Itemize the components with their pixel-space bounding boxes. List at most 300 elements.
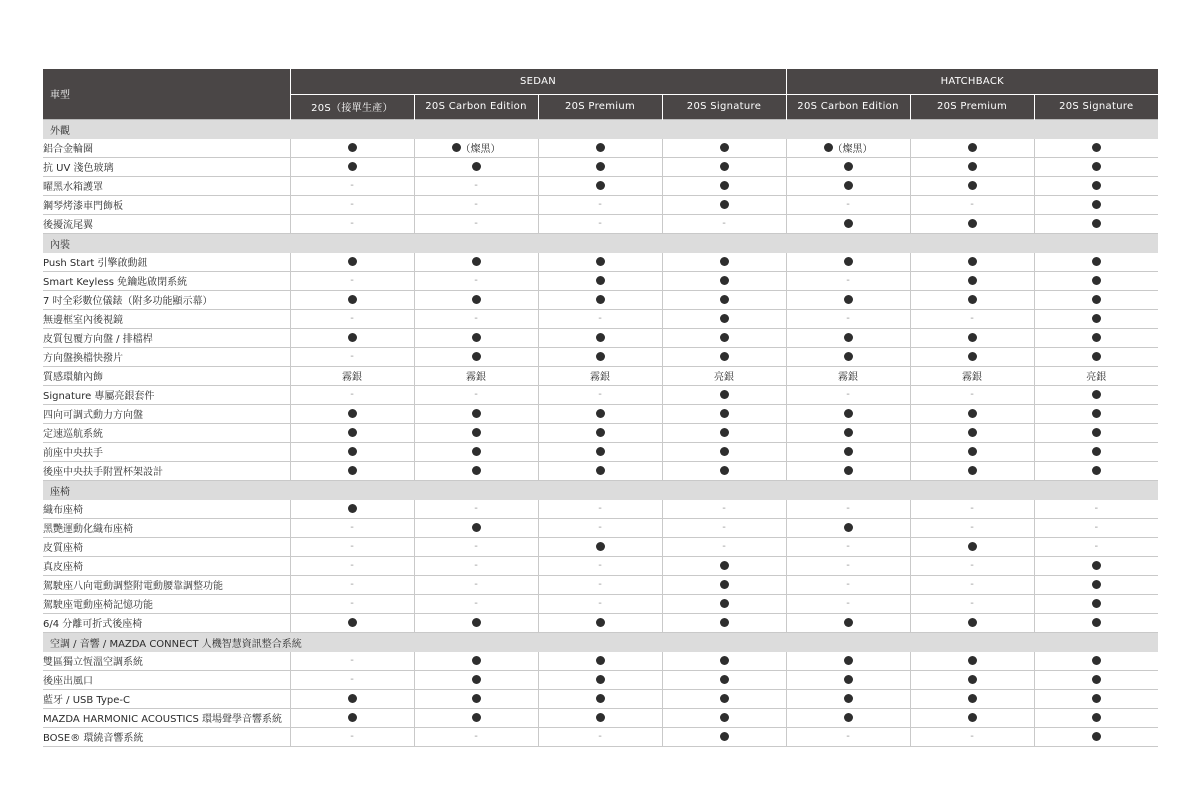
feature-value-cell bbox=[538, 195, 662, 214]
not-available-dash: - bbox=[1094, 503, 1099, 514]
standard-dot-icon bbox=[1092, 352, 1101, 361]
standard-dot-icon bbox=[348, 618, 357, 627]
feature-value-cell bbox=[414, 214, 538, 233]
feature-value-cell bbox=[662, 385, 786, 404]
standard-dot-icon bbox=[452, 143, 461, 152]
standard-dot-icon bbox=[348, 428, 357, 437]
standard-dot-icon bbox=[1092, 200, 1101, 209]
feature-value-cell bbox=[662, 157, 786, 176]
not-available-dash: - bbox=[846, 560, 850, 571]
table-row bbox=[43, 575, 1158, 594]
feature-value-cell bbox=[414, 556, 538, 575]
standard-dot-icon bbox=[968, 428, 977, 437]
feature-value-cell bbox=[414, 404, 538, 423]
feature-value-cell bbox=[786, 214, 910, 233]
not-available-dash: - bbox=[846, 598, 850, 609]
standard-dot-icon bbox=[844, 694, 853, 703]
trim-header: 20S Signature bbox=[1034, 94, 1158, 119]
standard-dot-icon bbox=[844, 409, 853, 418]
not-available-dash: - bbox=[846, 389, 850, 400]
not-available-dash: - bbox=[474, 180, 478, 191]
standard-dot-icon bbox=[1092, 561, 1101, 570]
standard-dot-icon bbox=[348, 409, 357, 418]
feature-label: 後座出風口 bbox=[43, 670, 290, 689]
standard-dot-icon bbox=[968, 466, 977, 475]
feature-value-cell bbox=[910, 347, 1034, 366]
section-header bbox=[43, 233, 1158, 253]
feature-value-cell bbox=[290, 195, 414, 214]
not-available-dash: - bbox=[970, 313, 974, 324]
feature-value-cell bbox=[1034, 214, 1158, 233]
standard-dot-icon bbox=[348, 257, 357, 266]
feature-value-cell bbox=[538, 385, 662, 404]
feature-value-cell bbox=[414, 500, 538, 519]
feature-value-cell bbox=[290, 518, 414, 537]
feature-value-cell bbox=[1034, 613, 1158, 632]
standard-dot-icon bbox=[596, 352, 605, 361]
standard-dot-icon bbox=[596, 409, 605, 418]
standard-dot-icon bbox=[348, 143, 357, 152]
standard-dot-icon bbox=[968, 333, 977, 342]
feature-value-cell bbox=[414, 442, 538, 461]
feature-value-cell bbox=[414, 176, 538, 195]
not-available-dash: - bbox=[970, 560, 974, 571]
feature-value-cell bbox=[786, 537, 910, 556]
value-text: 霧銀 bbox=[962, 372, 983, 383]
feature-value-cell bbox=[290, 347, 414, 366]
standard-dot-icon bbox=[720, 143, 729, 152]
feature-value-cell bbox=[290, 139, 414, 158]
standard-dot-icon bbox=[844, 447, 853, 456]
feature-value-cell bbox=[910, 366, 1034, 385]
standard-dot-icon bbox=[968, 162, 977, 171]
feature-value-cell bbox=[786, 442, 910, 461]
table-row bbox=[43, 556, 1158, 575]
standard-dot-icon bbox=[472, 333, 481, 342]
feature-value-cell bbox=[786, 613, 910, 632]
standard-dot-icon bbox=[720, 599, 729, 608]
standard-dot-icon bbox=[720, 333, 729, 342]
not-available-dash: - bbox=[474, 503, 478, 514]
feature-value-cell bbox=[290, 309, 414, 328]
trim-header: 20S Premium bbox=[538, 94, 662, 119]
standard-dot-icon bbox=[596, 143, 605, 152]
standard-dot-icon bbox=[968, 352, 977, 361]
table-row bbox=[43, 157, 1158, 176]
feature-label: Signature 專屬亮銀套件 bbox=[43, 385, 290, 404]
feature-value-cell bbox=[786, 253, 910, 272]
feature-value-cell bbox=[662, 575, 786, 594]
feature-value-cell bbox=[414, 253, 538, 272]
feature-value-cell bbox=[1034, 652, 1158, 671]
feature-label: 後座中央扶手附置杯架設計 bbox=[43, 461, 290, 480]
feature-value-cell bbox=[786, 594, 910, 613]
feature-label: 抗 UV 淺色玻璃 bbox=[43, 157, 290, 176]
feature-value-cell bbox=[662, 727, 786, 746]
not-available-dash: - bbox=[598, 503, 602, 514]
feature-value-cell bbox=[662, 670, 786, 689]
feature-label: 皮質包覆方向盤 / 排檔桿 bbox=[43, 328, 290, 347]
not-available-dash: - bbox=[970, 731, 974, 742]
standard-dot-icon bbox=[844, 618, 853, 627]
feature-value-cell bbox=[786, 518, 910, 537]
table-row bbox=[43, 385, 1158, 404]
value-text: 霧銀 bbox=[466, 372, 486, 383]
feature-value-cell bbox=[538, 689, 662, 708]
not-available-dash: - bbox=[474, 199, 478, 210]
feature-value-cell bbox=[538, 594, 662, 613]
standard-dot-icon bbox=[596, 257, 605, 266]
not-available-dash: - bbox=[474, 275, 478, 286]
not-available-dash: - bbox=[846, 199, 850, 210]
feature-value-cell bbox=[538, 537, 662, 556]
feature-value-cell bbox=[414, 652, 538, 671]
not-available-dash: - bbox=[350, 522, 354, 533]
standard-dot-icon bbox=[1092, 409, 1101, 418]
trim-header: 20S（接單生產） bbox=[290, 94, 414, 119]
group-header-hatchback: HATCHBACK bbox=[786, 69, 1158, 94]
feature-value-cell bbox=[414, 157, 538, 176]
standard-dot-icon bbox=[844, 656, 853, 665]
feature-value-cell bbox=[1034, 347, 1158, 366]
standard-dot-icon bbox=[720, 447, 729, 456]
feature-value-cell bbox=[538, 271, 662, 290]
value-text: 亮銀 bbox=[714, 372, 734, 383]
table-row bbox=[43, 708, 1158, 727]
feature-value-cell bbox=[1034, 556, 1158, 575]
table-row bbox=[43, 594, 1158, 613]
not-available-dash: - bbox=[350, 541, 354, 552]
spec-body bbox=[43, 119, 1158, 746]
standard-dot-icon bbox=[596, 181, 605, 190]
not-available-dash: - bbox=[722, 503, 726, 514]
feature-value-cell bbox=[414, 328, 538, 347]
table-row bbox=[43, 689, 1158, 708]
feature-value-cell bbox=[538, 139, 662, 158]
standard-dot-icon bbox=[472, 447, 481, 456]
table-row bbox=[43, 290, 1158, 309]
not-available-dash: - bbox=[722, 218, 726, 229]
not-available-dash: - bbox=[970, 579, 974, 590]
feature-value-cell bbox=[290, 556, 414, 575]
feature-value-cell bbox=[786, 689, 910, 708]
standard-dot-icon bbox=[348, 466, 357, 475]
table-row bbox=[43, 195, 1158, 214]
feature-value-cell bbox=[1034, 442, 1158, 461]
table-row bbox=[43, 670, 1158, 689]
standard-dot-icon bbox=[1092, 675, 1101, 684]
not-available-dash: - bbox=[474, 579, 478, 590]
standard-dot-icon bbox=[1092, 257, 1101, 266]
feature-value-cell bbox=[1034, 689, 1158, 708]
value-text: 霧銀 bbox=[342, 372, 362, 383]
feature-value-cell bbox=[290, 727, 414, 746]
table-row bbox=[43, 366, 1158, 385]
feature-value-cell bbox=[910, 214, 1034, 233]
feature-value-cell bbox=[1034, 253, 1158, 272]
feature-value-cell bbox=[786, 157, 910, 176]
feature-value-cell bbox=[538, 214, 662, 233]
feature-value-cell bbox=[910, 139, 1034, 158]
not-available-dash: - bbox=[350, 560, 354, 571]
table-row bbox=[43, 347, 1158, 366]
not-available-dash: - bbox=[1094, 541, 1099, 552]
feature-value-cell bbox=[414, 537, 538, 556]
standard-dot-icon bbox=[348, 713, 357, 722]
trim-header: 20S Premium bbox=[910, 94, 1034, 119]
standard-dot-icon bbox=[968, 143, 977, 152]
standard-dot-icon bbox=[1092, 143, 1101, 152]
not-available-dash: - bbox=[722, 522, 726, 533]
feature-value-cell bbox=[662, 594, 786, 613]
feature-value-cell bbox=[1034, 309, 1158, 328]
standard-dot-icon bbox=[348, 333, 357, 342]
feature-value-cell bbox=[910, 328, 1034, 347]
feature-value-cell bbox=[290, 613, 414, 632]
standard-dot-icon bbox=[968, 542, 977, 551]
model-header: 車型 bbox=[43, 69, 290, 119]
table-row bbox=[43, 139, 1158, 158]
feature-value-cell bbox=[538, 157, 662, 176]
feature-value-cell bbox=[1034, 271, 1158, 290]
standard-dot-icon bbox=[472, 257, 481, 266]
standard-dot-icon bbox=[1092, 333, 1101, 342]
feature-value-cell bbox=[1034, 708, 1158, 727]
feature-value-cell bbox=[290, 328, 414, 347]
standard-dot-icon bbox=[720, 390, 729, 399]
standard-dot-icon bbox=[1092, 390, 1101, 399]
feature-value-cell bbox=[910, 290, 1034, 309]
feature-value-cell bbox=[290, 290, 414, 309]
standard-dot-icon bbox=[720, 257, 729, 266]
section-title: 內裝 bbox=[43, 233, 1158, 253]
table-row bbox=[43, 727, 1158, 746]
feature-value-cell bbox=[290, 271, 414, 290]
standard-dot-icon bbox=[844, 257, 853, 266]
not-available-dash: - bbox=[598, 313, 602, 324]
feature-value-cell bbox=[910, 442, 1034, 461]
table-row bbox=[43, 613, 1158, 632]
section-header bbox=[43, 480, 1158, 500]
feature-value-cell bbox=[662, 139, 786, 158]
header-group-row bbox=[43, 69, 1158, 94]
feature-label: BOSE® 環繞音響系統 bbox=[43, 727, 290, 746]
standard-dot-icon bbox=[844, 675, 853, 684]
feature-value-cell bbox=[910, 195, 1034, 214]
standard-dot-icon bbox=[968, 618, 977, 627]
standard-dot-icon bbox=[720, 409, 729, 418]
group-header-sedan: SEDAN bbox=[290, 69, 786, 94]
feature-value-cell bbox=[538, 461, 662, 480]
spec-table bbox=[43, 69, 1158, 747]
feature-value-cell bbox=[1034, 727, 1158, 746]
not-available-dash: - bbox=[350, 598, 354, 609]
feature-label: 藍牙 / USB Type-C bbox=[43, 689, 290, 708]
not-available-dash: - bbox=[350, 275, 354, 286]
feature-value-cell bbox=[786, 290, 910, 309]
standard-dot-icon bbox=[472, 409, 481, 418]
not-available-dash: - bbox=[350, 180, 354, 191]
feature-value-cell bbox=[786, 727, 910, 746]
standard-dot-icon bbox=[596, 694, 605, 703]
standard-dot-icon bbox=[596, 276, 605, 285]
not-available-dash: - bbox=[350, 351, 354, 362]
section-title: 外觀 bbox=[43, 119, 1158, 139]
feature-value-cell bbox=[414, 385, 538, 404]
feature-value-cell bbox=[786, 309, 910, 328]
not-available-dash: - bbox=[846, 275, 850, 286]
standard-dot-icon bbox=[472, 675, 481, 684]
feature-value-cell bbox=[290, 253, 414, 272]
trim-header: 20S Carbon Edition bbox=[414, 94, 538, 119]
standard-dot-icon bbox=[596, 542, 605, 551]
feature-label: MAZDA HARMONIC ACOUSTICS 環場聲學音響系統 bbox=[43, 708, 290, 727]
feature-label: 皮質座椅 bbox=[43, 537, 290, 556]
standard-dot-icon bbox=[1092, 694, 1101, 703]
feature-value-cell bbox=[538, 253, 662, 272]
feature-value-cell bbox=[538, 347, 662, 366]
section-title: 空調 / 音響 / MAZDA CONNECT 人機智慧資訊整合系統 bbox=[43, 632, 1158, 652]
standard-dot-icon bbox=[720, 314, 729, 323]
standard-dot-icon bbox=[472, 656, 481, 665]
not-available-dash: - bbox=[474, 598, 478, 609]
feature-value-cell bbox=[538, 442, 662, 461]
feature-value-cell bbox=[290, 689, 414, 708]
feature-value-cell bbox=[910, 575, 1034, 594]
feature-value-cell bbox=[538, 727, 662, 746]
feature-label: 織布座椅 bbox=[43, 500, 290, 519]
section-title: 座椅 bbox=[43, 480, 1158, 500]
feature-value-cell bbox=[414, 518, 538, 537]
feature-value-cell bbox=[662, 708, 786, 727]
feature-value-cell bbox=[538, 423, 662, 442]
feature-value-cell bbox=[414, 689, 538, 708]
not-available-dash: - bbox=[598, 560, 602, 571]
standard-dot-icon bbox=[720, 713, 729, 722]
feature-value-cell bbox=[662, 309, 786, 328]
table-row bbox=[43, 423, 1158, 442]
feature-value-cell bbox=[786, 423, 910, 442]
feature-label: 7 吋全彩數位儀錶（附多功能顯示幕） bbox=[43, 290, 290, 309]
standard-dot-icon bbox=[596, 713, 605, 722]
feature-value-cell bbox=[414, 195, 538, 214]
feature-value-cell bbox=[662, 366, 786, 385]
feature-value-cell bbox=[290, 366, 414, 385]
standard-dot-icon bbox=[720, 428, 729, 437]
feature-value-cell bbox=[786, 461, 910, 480]
feature-label: 後擾流尾翼 bbox=[43, 214, 290, 233]
standard-dot-icon bbox=[1092, 599, 1101, 608]
feature-value-cell bbox=[1034, 385, 1158, 404]
feature-value-cell bbox=[910, 271, 1034, 290]
standard-dot-icon bbox=[472, 713, 481, 722]
feature-value-cell bbox=[910, 708, 1034, 727]
feature-value-cell bbox=[1034, 423, 1158, 442]
feature-value-cell bbox=[786, 347, 910, 366]
feature-value-cell bbox=[1034, 461, 1158, 480]
feature-value-cell bbox=[1034, 594, 1158, 613]
standard-dot-icon bbox=[968, 409, 977, 418]
standard-dot-icon bbox=[348, 694, 357, 703]
standard-dot-icon bbox=[348, 504, 357, 513]
feature-value-cell bbox=[538, 518, 662, 537]
value-text: 霧銀 bbox=[590, 372, 610, 383]
not-available-dash: - bbox=[474, 389, 478, 400]
feature-value-cell bbox=[662, 176, 786, 195]
not-available-dash: - bbox=[846, 541, 850, 552]
trim-header: 20S Carbon Edition bbox=[786, 94, 910, 119]
feature-value-cell bbox=[910, 727, 1034, 746]
standard-dot-icon bbox=[720, 561, 729, 570]
standard-dot-icon bbox=[720, 466, 729, 475]
table-row bbox=[43, 309, 1158, 328]
feature-value-cell bbox=[414, 290, 538, 309]
feature-value-cell bbox=[910, 253, 1034, 272]
standard-dot-icon bbox=[720, 181, 729, 190]
standard-dot-icon bbox=[1092, 732, 1101, 741]
feature-value-cell bbox=[1034, 328, 1158, 347]
table-row bbox=[43, 176, 1158, 195]
not-available-dash: - bbox=[598, 598, 602, 609]
standard-dot-icon bbox=[596, 162, 605, 171]
standard-dot-icon bbox=[968, 257, 977, 266]
feature-value-cell bbox=[538, 652, 662, 671]
standard-dot-icon bbox=[1092, 713, 1101, 722]
standard-dot-icon bbox=[968, 219, 977, 228]
feature-value-cell bbox=[910, 423, 1034, 442]
feature-label: 黑艷運動化織布座椅 bbox=[43, 518, 290, 537]
not-available-dash: - bbox=[970, 522, 974, 533]
feature-value-cell bbox=[1034, 518, 1158, 537]
standard-dot-icon bbox=[720, 675, 729, 684]
not-available-dash: - bbox=[970, 199, 974, 210]
not-available-dash: - bbox=[350, 389, 354, 400]
feature-label: 駕駛座八向電動調整附電動腰靠調整功能 bbox=[43, 575, 290, 594]
feature-value-cell bbox=[414, 347, 538, 366]
feature-value-cell bbox=[414, 613, 538, 632]
feature-value-cell bbox=[662, 689, 786, 708]
not-available-dash: - bbox=[722, 541, 726, 552]
feature-label: 雙區獨立恆溫空調系統 bbox=[43, 652, 290, 671]
feature-value-cell bbox=[786, 328, 910, 347]
standard-dot-icon bbox=[720, 200, 729, 209]
feature-value-cell bbox=[290, 575, 414, 594]
not-available-dash: - bbox=[598, 522, 602, 533]
feature-value-cell bbox=[414, 575, 538, 594]
feature-label: 方向盤換檔快撥片 bbox=[43, 347, 290, 366]
feature-value-cell bbox=[662, 518, 786, 537]
feature-value-cell bbox=[910, 537, 1034, 556]
standard-dot-icon bbox=[720, 580, 729, 589]
feature-value-cell bbox=[1034, 575, 1158, 594]
standard-dot-icon bbox=[968, 447, 977, 456]
feature-value-cell bbox=[662, 347, 786, 366]
feature-value-cell bbox=[414, 670, 538, 689]
feature-value-cell bbox=[414, 309, 538, 328]
feature-value-cell bbox=[538, 575, 662, 594]
feature-label: Smart Keyless 免鑰匙啟閉系統 bbox=[43, 271, 290, 290]
feature-value-cell bbox=[910, 309, 1034, 328]
feature-value-cell bbox=[414, 727, 538, 746]
feature-value-cell bbox=[786, 404, 910, 423]
standard-dot-icon bbox=[844, 466, 853, 475]
standard-dot-icon bbox=[720, 295, 729, 304]
feature-value-cell bbox=[786, 176, 910, 195]
feature-value-cell bbox=[290, 461, 414, 480]
standard-dot-icon bbox=[472, 162, 481, 171]
feature-value-cell bbox=[414, 139, 538, 158]
feature-value-cell bbox=[538, 556, 662, 575]
